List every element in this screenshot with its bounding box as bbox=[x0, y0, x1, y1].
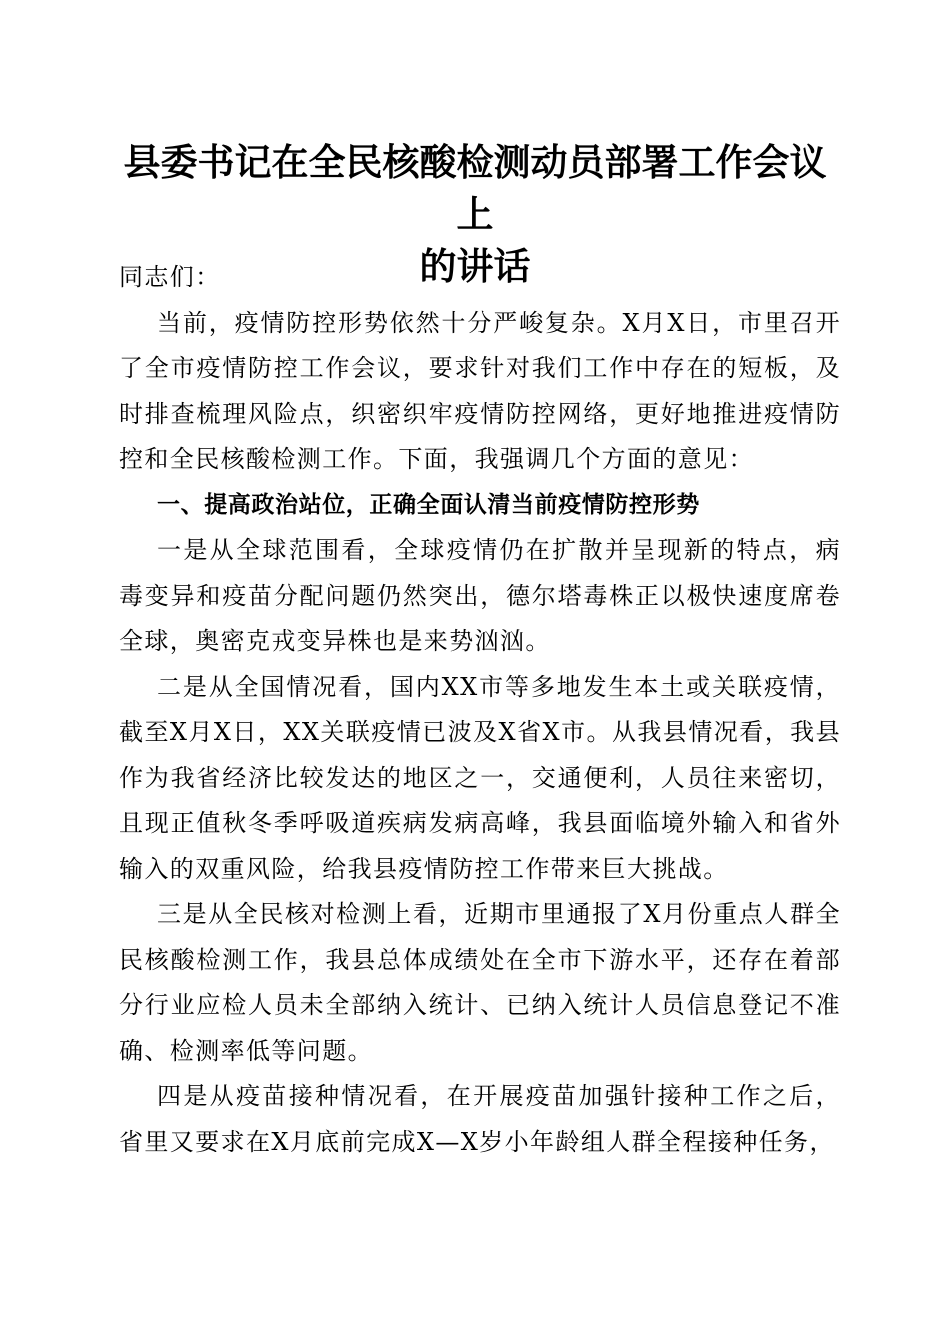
paragraph-point-2: 二是从全国情况看，国内XX市等多地发生本土或关联疫情，截至X月X日，XX关联疫情已波及X省X市。从我县情况看，我县作为我省经济比较发达的地区之一，交通便利，人员往来密切，且现正值秋冬季呼吸道疾病发病高峰，我县面临境外输入和省外输入的双重风险，给我县疫情防控工作带来巨大挑战。 bbox=[119, 672, 841, 883]
paragraph-intro: 当前，疫情防控形势依然十分严峻复杂。X月X日，市里召开了全市疫情防控工作会议，要求针对我们工作中存在的短板，及时排查梳理风险点，织密织牢疫情防控网络，更好地推进疫情防控和全民核酸检测工作。下面，我强调几个方面的意见： bbox=[119, 308, 841, 473]
document-body bbox=[119, 255, 841, 1165]
paragraph-point-1: 一是从全球范围看，全球疫情仍在扩散并呈现新的特点，病毒变异和疫苗分配问题仍然突出，德尔塔毒株正以极快速度席卷全球，奥密克戎变异株也是来势汹汹。 bbox=[119, 536, 841, 655]
salutation: 同志们： bbox=[119, 263, 221, 291]
title-line-2: 的讲话 bbox=[419, 244, 531, 288]
paragraph-point-4: 四是从疫苗接种情况看，在开展疫苗加强针接种工作之后，省里又要求在X月底前完成X—X岁小年龄组人群全程接种任务， bbox=[119, 1082, 841, 1156]
title-line-1: 县委书记在全民核酸检测动员部署工作会议上 bbox=[123, 140, 827, 236]
paragraph-point-3: 三是从全民核对检测上看，近期市里通报了X月份重点人群全民核酸检测工作，我县总体成绩处在全市下游水平，还存在着部分行业应检人员未全部纳入统计、已纳入统计人员信息登记不准确、检测率低等问题。 bbox=[119, 900, 841, 1065]
section-heading-1: 一、提高政治站位，正确全面认清当前疫情防控形势 bbox=[157, 491, 700, 518]
